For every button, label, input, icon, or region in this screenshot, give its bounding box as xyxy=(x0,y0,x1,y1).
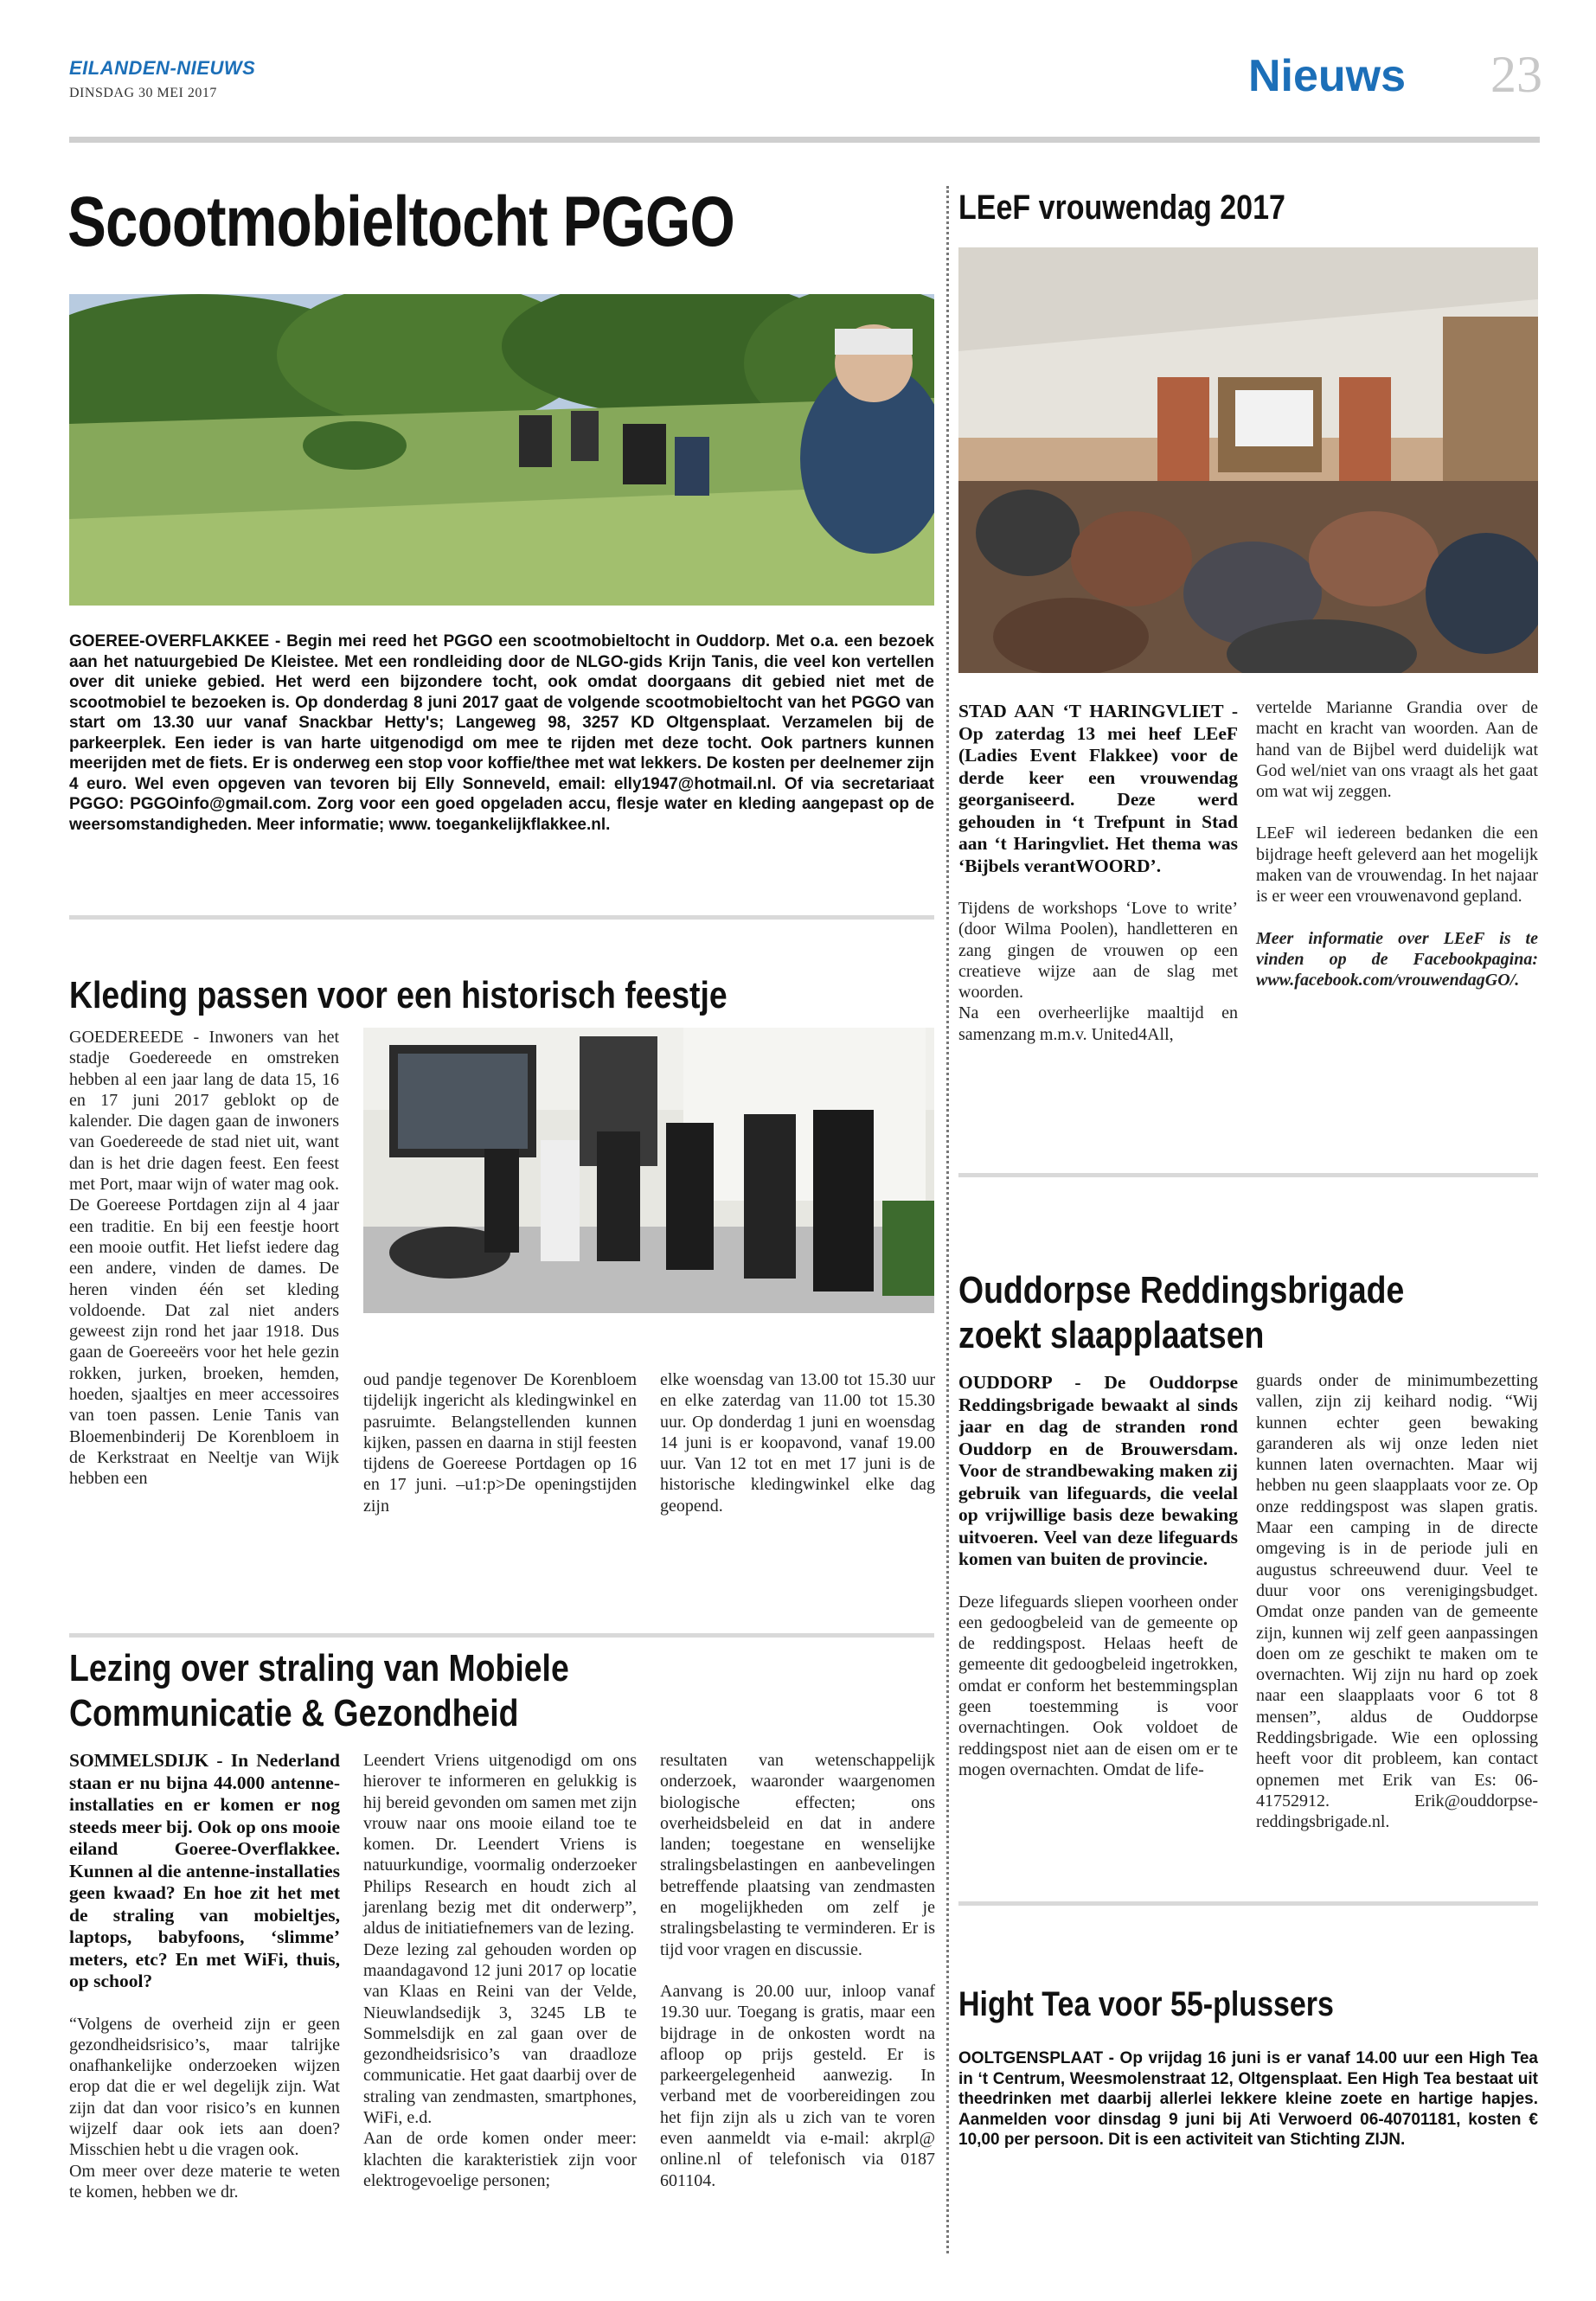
kleding-photo xyxy=(363,1028,934,1313)
redding-divider xyxy=(958,1901,1538,1906)
leef-divider xyxy=(958,1173,1538,1177)
leef-col1-p2: Tijdens de workshops ‘Love to write’ (door Wilma Poolen), handletteren en zang gingen de vrouwen op een creatieve wijze aan de slag met woorden. xyxy=(958,899,1238,1003)
redding-headline-line1: Ouddorpse Reddingsbrigade xyxy=(958,1269,1405,1311)
lezing-col1-p2: “Volgens de overheid zijn er geen gezondheidsrisico’s, maar talrijke onafhankelijke onderzoeken wijzen erop dat die er wel degelijk zijn. Wat zijn dat dan voor risico’s en kunnen wijzelf daar ook iets aan doen? Misschien hebt u die vragen ook. xyxy=(69,2014,340,2160)
redding-col2: guards onder de minimumbezetting vallen, zijn zij keihard nodig. “Wij kunnen echter geen bewaking garanderen als wij onze leden niet kunnen laten overnachten. Maar wij hebben nu geen slaapplaats voor ze. Op onze reddingspost was slapen gratis. Maar een camping in de directe omgeving is in de periode juli en augustus schreeuwend duur. Veel te duur voor ons verenigingsbudget. Omdat onze panden van de gemeente zijn, kunnen wij zelf geen aanpassingen doen om ze geschikt te maken om te overnachten. Wij zijn nu hard op zoek naar een slaapplaats voor 6 tot 8 mensen”, aldus de Ouddorpse Reddingsbrigade. Wie een oplossing heeft voor dit probleem, kan contact opnemen met Erik van Es: 06-41752912. Erik@ouddorpse-reddingsbrigade.nl. xyxy=(1256,1371,1538,1832)
kleding-divider xyxy=(69,1633,934,1638)
lezing-col2-p3: Aan de orde komen onder meer: klachten die karakteristiek zijn voor elektrogevoelige personen; xyxy=(363,2129,637,2190)
leef-col2 xyxy=(1256,697,1538,991)
hightea-body: OOLTGENSPLAAT - Op vrijdag 16 juni is er vanaf 14.00 uur een High Tea in ‘t Centrum, Weesmolenstraat 12, Oltgensplaat. Een High Tea bestaat uit theedrinken met daarbij allerlei lekkere kleine zoete en hartige hapjes. Aanmelden voor dinsdag 9 juni bij Ati Verwoerd 06-40701181, kosten € 10,00 per persoon. Dit is een activiteit van Stichting ZIJN. xyxy=(958,2049,1538,2149)
redding-col1 xyxy=(958,1372,1238,1780)
column-separator xyxy=(946,186,949,2253)
lezing-col3-p1: resultaten van wetenschappelijk onderzoek, waaronder waargenomen biologische effecten; ons overheidsbeleid en dat in andere landen; toegestane en wenselijke stralingsbelastingen en aanbevelingen betreffende plaatsing van zendmasten en mogelijkheden om zelf je stralingsbelasting te verminderen. Er is tijd voor vragen en discussie. xyxy=(660,1751,935,1959)
masthead-logo: EILANDEN-NIEUWS xyxy=(69,57,256,79)
lezing-col3-p2: Aanvang is 20.00 uur, inloop vanaf 19.30 uur. Toegang is gratis, maar een bijdrage in de onkosten wordt na afloop op prijs gesteld. Er is parkeergelegenheid aanwezig. In verband met de voorbereidingen zou het fijn zijn als u zich van te voren even aanmeldt via e-mail: akrpl@ online.nl of telefonisch via 0187 601104. xyxy=(660,1981,935,2190)
lezing-col2-p1: Leendert Vriens uitgenodigd om ons hierover te informeren en gelukkig is hij bereid gevonden om samen met zijn vrouw naar ons mooie eiland toe te komen. Dr. Leendert Vriens is natuurkundige, voormalig onderzoeker Philips Research en houdt zich al jarenlang bezig met dit onderwerp”, aldus de initiatiefnemers van de lezing. xyxy=(363,1751,637,1939)
lezing-col2-p2: Deze lezing zal gehouden worden op maandagavond 12 juni 2017 op locatie van Klaas en Reini van der Velde, Nieuwlandsedijk 3, 3245 LB te Sommelsdijk en zal gaan over de gezondheidsrisico’s van draadloze communicatie. Het gaat daarbij over de straling van zendmasten, smartphones, WiFi, e.d. xyxy=(363,1939,637,2128)
kleding-col1: GOEDEREEDE - Inwoners van het stadje Goedereede en omstreken hebben al een jaar lang de data 15, 16 en 17 juni 2017 geblokt op de kalender. Die dagen gaan de inwoners van Goedereede de stad niet uit, want dan is het drie dagen feest. Een feest met Port, maar wijn of water mag ook. De Goereese Portdagen zijn al 4 jaar een traditie. En bij een feestje hoort een mooie outfit. Het liefst iedere dag een andere, vinden de dames. De heren vinden één set kleding voldoende. Dat zal niet anders geweest zijn rond het jaar 1918. Dus gaan de Goereeërs voor het hele gezin rokken, jurken, broeken, hemden, hoeden, sjaaltjes en meer accessoires van toen passen. Lenie Tanis van Bloemenbinderij De Korenbloem in de Kerkstraat en Neeltje van Wijk hebben een xyxy=(69,1028,339,1489)
lezing-col2 xyxy=(363,1750,637,2191)
leef-facebook-link[interactable]: Meer informatie over LEeF is te vinden op de Facebookpagina: www.facebook.com/vrouwendagGO/. xyxy=(1256,928,1538,990)
lezing-headline-line2: Communicatie & Gezondheid xyxy=(69,1692,519,1734)
section-title: Nieuws xyxy=(1247,51,1406,101)
lezing-headline-line1: Lezing over straling van Mobiele xyxy=(69,1647,569,1689)
redding-lead: OUDDORP - De Ouddorpse Reddingsbrigade bewaakt al sinds jaar en dag de stranden rond Ouddorp en de Brouwersdam. Voor de strandbewaking maken zij gebruik van lifeguards, die veelal op vrijwillige basis deze bewaking uitvoeren. Veel van deze lifeguards komen van buiten de provincie. xyxy=(958,1372,1238,1569)
redding-headline-line2: zoekt slaapplaatsen xyxy=(958,1314,1265,1356)
leef-photo xyxy=(958,247,1538,673)
leef-col1-p3: Na een overheerlijke maaltijd en samenzang m.m.v. United4All, xyxy=(958,1003,1238,1044)
leef-lead: STAD AAN ‘T HARINGVLIET - Op zaterdag 13 mei heef LEeF (Ladies Event Flakkee) voor de derde keer een vrouwendag georganiseerd. Deze werd gehouden in ‘t Trefpunt in Stad aan ‘t Haringvliet. Het thema was ‘Bijbels verantWOORD’. xyxy=(958,701,1238,876)
scoot-headline: Scootmobieltocht PGGO xyxy=(67,183,735,261)
leef-headline: LEeF vrouwendag 2017 xyxy=(958,189,1285,227)
header-rule xyxy=(69,137,1540,143)
scoot-body: GOEREE-OVERFLAKKEE - Begin mei reed het PGGO een scootmobieltocht in Ouddorp. Met o.a. een bezoek aan het natuurgebied De Kleistee. Met een rondleiding door de NLGO-gids Krijn Tanis, die veel kon vertellen over dit unieke gebied. Het werd een bijzondere tocht, ook omdat doorgaans dit gebied niet met de scootmobiel te bezoeken is. Op donderdag 8 juni 2017 gaat de volgende scootmobieltocht van het PGGO van start om 13.30 uur vanaf Snackbar Hetty's; Langeweg 98, 3257 KD Oltgensplaat. Verzamelen bij de parkeerplek. Een ieder is van harte uitgenodigd om mee te rijden met deze tocht. Ook partners kunnen meerijden met de fiets. Er is onderweg een stop voor koffie/thee met wat lekkers. De kosten per deelnemer zijn 4 euro. Wel even opgeven van tevoren bij Elly Sonneveld, email: elly1947@hotmail.nl. Of via secretariaat PGGO: PGGOinfo@gmail.com. Zorg voor een goed opgeladen accu, flesje water en kleding aangepast op de weersomstandigheden. Meer informatie; www. toegankelijkflakkee.nl. xyxy=(69,632,934,834)
scoot-photo xyxy=(69,294,934,606)
lezing-col1 xyxy=(69,1750,340,2202)
leef-col2-p1: vertelde Marianne Grandia over de macht en kracht van woorden. Aan de hand van de Bijbel werd duidelijk wat God wel/niet van ons vraagt als het gaat om wat wij zeggen. xyxy=(1256,698,1538,802)
kleding-headline: Kleding passen voor een historisch feestje xyxy=(69,974,727,1016)
redding-col1-p2: Deze lifeguards sliepen voorheen onder een gedoogbeleid van de gemeente op de reddingspost. Helaas heeft de gemeente dit gedoogbeleid ingetrokken, omdat er conform het bestemmingsplan geen toestemming is voor overnachtingen. Ook voldoet de reddingspost niet aan de eisen om er te mogen overnachten. Omdat de life- xyxy=(958,1592,1238,1779)
kleding-col3: elke woensdag van 13.00 tot 15.30 uur en elke zaterdag van 11.00 tot 15.30 uur. Op donderdag 1 juni en woensdag 14 juni is er koopavond, vanaf 19.00 uur. Van 12 tot en met 17 juni is de historische kledingwinkel elke dag geopend. xyxy=(660,1370,935,1516)
page-number: 23 xyxy=(1490,46,1542,103)
hightea-headline: Hight Tea voor 55-plussers xyxy=(958,1985,1334,2023)
lezing-lead: SOMMELSDIJK - In Nederland staan er nu bijna 44.000 antenne-installaties en er komen er nog steeds meer bij. Ook op ons mooie eiland Goeree-Overflakkee. Kunnen al die antenne-installaties geen kwaad? En hoe zit het met de straling van mobieltjes, laptops, babyfoons, ‘slimme’ meters, etc? En met WiFi, thuis, op school? xyxy=(69,1750,340,1991)
leef-col2-p2: LEeF wil iedereen bedanken die een bijdrage heeft geleverd aan het mogelijk maken van de vrouwendag. In het najaar is er weer een vrouwenavond gepland. xyxy=(1256,824,1538,907)
issue-date: DINSDAG 30 MEI 2017 xyxy=(69,86,217,100)
scoot-divider xyxy=(69,915,934,920)
kleding-col2: oud pandje tegenover De Korenbloem tijdelijk ingericht als kledingwinkel en pasruimte. Belangstellenden kunnen kijken, passen en daarna in stijl feesten tijdens de Goereese Portdagen op 16 en 17 juni. –u1:p>De openingstijden zijn xyxy=(363,1370,637,1516)
lezing-col1-p3: Om meer over deze materie te weten te komen, hebben we dr. xyxy=(69,2161,340,2202)
leef-col1 xyxy=(958,701,1238,1045)
lezing-col3 xyxy=(660,1750,935,2191)
